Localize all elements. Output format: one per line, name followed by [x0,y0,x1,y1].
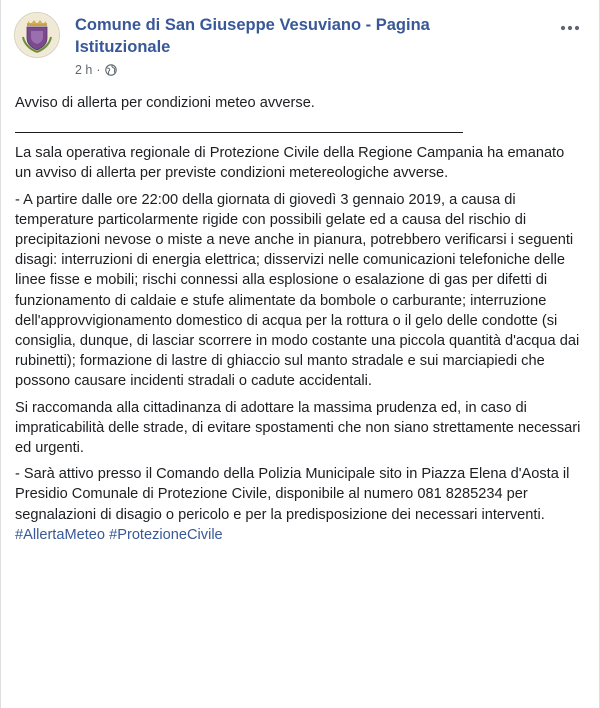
page-avatar[interactable] [14,12,60,58]
post-title: Avviso di allerta per condizioni meteo avverse. [15,95,315,111]
post-content [15,93,583,545]
hashtag-allerta-meteo[interactable]: #AllertaMeteo [15,526,106,543]
post-meta [75,63,117,77]
post-header [14,12,584,82]
hashtags [15,525,583,545]
hashtag-protezione-civile[interactable]: #ProtezioneCivile [109,526,223,543]
paragraph-alert-issued: La sala operativa regionale di Protezione Civile della Regione Campania ha emanato un avviso di allerta per previste condizioni metereologiche avverse. [15,145,565,182]
paragraph-disruptions: - A partire dalle ore 22:00 della giornata di giovedì 3 gennaio 2019, a causa di temperature particolarmente rigide con possibili gelate ed a causa del rischio di precipitazioni nevose o miste a neve anche in pianura, potrebbero verificarsi i seguenti disagi: interruzioni di energia elettrica; disservizi nelle comunicazioni telefoniche delle linee fisse e mobili; rischi connessi alla esplosione o esalazione di gas per difetti di funzionamento di caldaie e stufe alimentate da bombole o carburante; interruzione dell'approvvigionamento domestico di acqua per la rottura o il gelo delle condotte (si consiglia, dunque, di lasciar scorrere in modo costante una piccola quantità d'acqua dai rubinetti); formazione di lastre di ghiaccio sul manto stradale e sui marciapiedi che possono causare incidenti stradali o cadute accidentali. [15,191,580,390]
globe-icon[interactable] [105,64,117,76]
post-timestamp[interactable]: 2 h [75,63,93,77]
paragraph-recommendation: Si raccomanda alla cittadinanza di adottare la massima prudenza ed, in caso di impraticabilità delle strade, di evitare spostamenti che non siano strettamente necessari ed urgenti. [15,399,581,457]
meta-separator: · [96,63,101,77]
page-name-link[interactable]: Comune di San Giuseppe Vesuviano - Pagina Istituzionale [75,16,430,56]
more-options-icon [560,25,580,31]
paragraph-civil-protection-desk: - Sarà attivo presso il Comando della Polizia Municipale sito in Piazza Elena d'Aosta il Presidio Comunale di Protezione Civile, disponibile al numero 081 8285234 per segnalazioni di disagio o pericolo e per la predisposizione dei necessari interventi. [15,466,570,523]
separator-rule-text [15,132,463,133]
municipal-crest-icon [15,13,59,57]
more-options-button[interactable] [556,18,584,38]
separator-rule [15,117,583,137]
